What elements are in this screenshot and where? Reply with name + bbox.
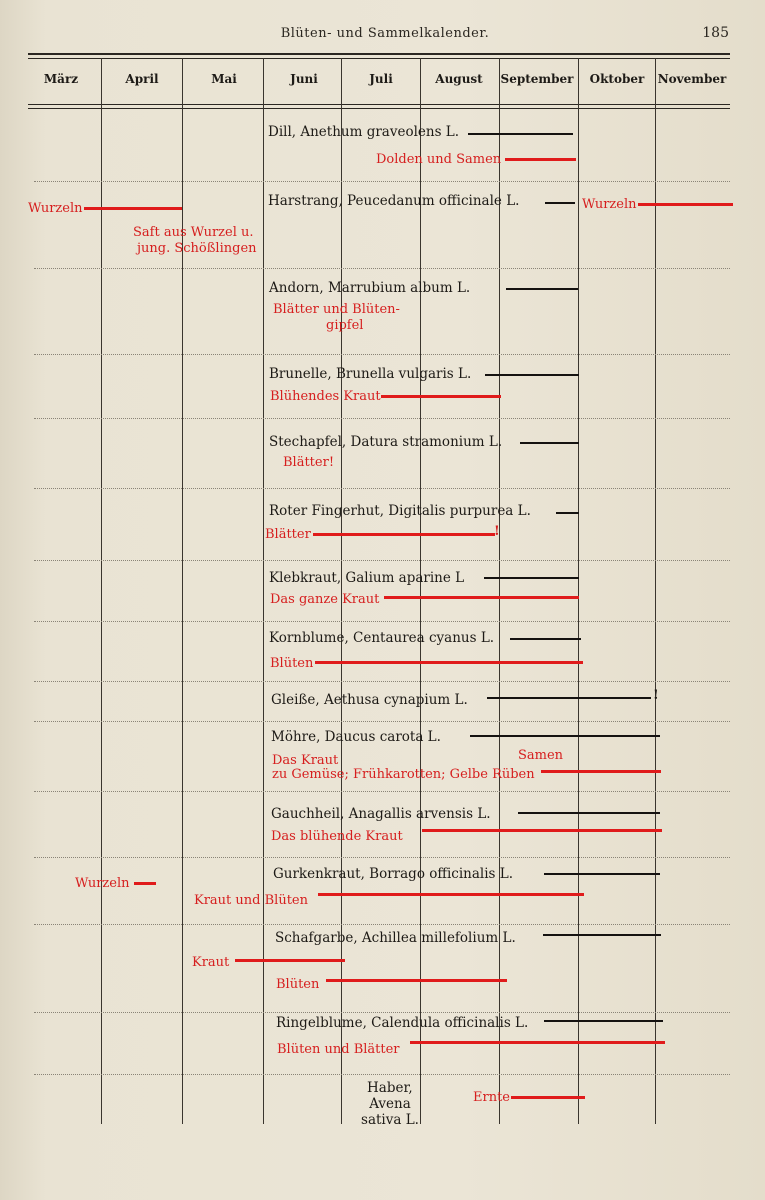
- plant-name-schafgarbe: Schafgarbe, Achillea millefolium L.: [275, 930, 516, 946]
- header-rule-thin: [28, 108, 730, 109]
- harvest-label: Kraut und Blüten: [194, 893, 308, 908]
- harvest-label: Kraut: [192, 955, 230, 970]
- plant-name-stechapfel: Stechapfel, Datura stramonium L.: [269, 434, 503, 450]
- harvest-bar: [318, 893, 584, 896]
- row-separator: [34, 681, 730, 682]
- harvest-bar: [315, 661, 583, 664]
- row-separator: [34, 268, 730, 269]
- month-header-juni: Juni: [290, 72, 318, 86]
- harvest-label: Samen: [518, 748, 564, 763]
- plant-name-gleisse: Gleiße, Aethusa cynapium L.: [271, 692, 468, 708]
- month-header-september: September: [500, 72, 574, 86]
- column-divider: [182, 58, 183, 1124]
- flowering-bar: [518, 812, 660, 814]
- flowering-bar: [543, 934, 661, 936]
- flowering-bar: [470, 735, 660, 737]
- row-separator: [34, 924, 730, 925]
- column-divider: [420, 58, 421, 1124]
- plant-name-kornblume: Kornblume, Centaurea cyanus L.: [269, 630, 495, 646]
- flowering-bar: [556, 512, 579, 514]
- column-divider: [101, 58, 102, 1124]
- plant-name-andorn: Andorn, Marrubium album L.: [269, 280, 471, 296]
- plant-name-gurkenkraut: Gurkenkraut, Borrago officinalis L.: [273, 866, 514, 882]
- warning-mark: !: [653, 688, 659, 703]
- harvest-label: Blüten: [276, 977, 320, 992]
- harvest-label: Ernte: [473, 1090, 510, 1105]
- top-rule-thin: [28, 58, 730, 59]
- month-header-november: November: [657, 72, 727, 86]
- plant-name-haber: Haber,: [367, 1080, 413, 1096]
- row-separator: [34, 1012, 730, 1013]
- harvest-label: jung. Schößlingen: [137, 241, 257, 256]
- flowering-bar: [545, 202, 575, 204]
- harvest-label: Blätter!: [283, 455, 335, 470]
- column-divider: [655, 58, 656, 1124]
- harvest-bar: [410, 1041, 665, 1044]
- flowering-bar: [485, 374, 579, 376]
- row-separator: [34, 1074, 730, 1075]
- harvest-label: Blüten: [270, 656, 314, 671]
- harvest-bar: [505, 158, 576, 161]
- row-separator: [34, 621, 730, 622]
- month-header-maerz: März: [43, 72, 79, 86]
- harvest-bar: [422, 829, 662, 832]
- month-header-oktober: Oktober: [589, 72, 645, 86]
- row-separator: [34, 488, 730, 489]
- flowering-bar: [520, 442, 579, 444]
- harvest-label: Blühendes Kraut: [270, 389, 381, 404]
- column-divider: [341, 58, 342, 1124]
- harvest-label: Dolden und Samen: [376, 152, 502, 167]
- plant-name-harstrang: Harstrang, Peucedanum officinale L.: [268, 193, 520, 209]
- harvest-label: gipfel: [326, 318, 364, 333]
- harvest-bar: [638, 203, 733, 206]
- harvest-bar: [541, 770, 661, 773]
- flowering-bar: [484, 577, 579, 579]
- harvest-label: Das ganze Kraut: [270, 592, 380, 607]
- top-rule: [28, 53, 730, 55]
- harvest-bar: [235, 959, 345, 962]
- harvest-bar: [384, 596, 579, 599]
- flowering-bar: [510, 638, 581, 640]
- plant-name-roter-fingerhut: Roter Fingerhut, Digitalis purpurea L.: [269, 503, 531, 519]
- column-divider: [263, 58, 264, 1124]
- harvest-bar: [313, 533, 495, 536]
- row-separator: [34, 721, 730, 722]
- harvest-bar: [381, 395, 501, 398]
- plant-name-dill: Dill, Anethum graveolens L.: [268, 124, 460, 140]
- harvest-label: Das blühende Kraut: [271, 829, 403, 844]
- flowering-bar: [544, 1020, 663, 1022]
- harvest-bar: [326, 979, 507, 982]
- running-head: Blüten- und Sammelkalender.: [280, 26, 490, 41]
- harvest-label: zu Gemüse; Frühkarotten; Gelbe Rüben: [272, 767, 535, 782]
- warning-mark: !: [494, 524, 500, 539]
- harvest-label: Wurzeln: [28, 201, 83, 216]
- harvest-bar: [134, 882, 156, 885]
- plant-name-moehre: Möhre, Daucus carota L.: [271, 729, 441, 745]
- flowering-bar: [506, 288, 578, 290]
- flowering-bar: [468, 133, 573, 135]
- row-separator: [34, 791, 730, 792]
- page-number: 185: [702, 25, 729, 41]
- harvest-bar: [84, 207, 182, 210]
- row-separator: [34, 418, 730, 419]
- month-header-mai: Mai: [211, 72, 237, 86]
- month-header-august: August: [435, 72, 483, 86]
- row-separator: [34, 857, 730, 858]
- row-separator: [34, 560, 730, 561]
- month-header-april: April: [125, 72, 159, 86]
- month-header-juli: Juli: [369, 72, 393, 86]
- flowering-bar: [487, 697, 651, 699]
- header-rule: [28, 104, 730, 105]
- plant-name-ringelblume: Ringelblume, Calendula officinalis L.: [276, 1015, 529, 1031]
- column-divider: [499, 58, 500, 1124]
- harvest-label: Saft aus Wurzel u.: [133, 225, 254, 240]
- harvest-label: Wurzeln: [75, 876, 130, 891]
- plant-name-brunelle: Brunelle, Brunella vulgaris L.: [269, 366, 472, 382]
- harvest-label: Blätter: [265, 527, 311, 542]
- harvest-label: Wurzeln: [582, 197, 637, 212]
- harvest-label: Blüten und Blätter: [277, 1042, 400, 1057]
- harvest-label: Das Kraut: [272, 753, 339, 768]
- plant-name-gauchheil: Gauchheil, Anagallis arvensis L.: [271, 806, 491, 822]
- flowering-bar: [544, 873, 660, 875]
- harvest-bar: [511, 1096, 585, 1099]
- column-divider: [578, 58, 579, 1124]
- row-separator: [34, 181, 730, 182]
- plant-name-haber-latin: Avena sativa L.: [361, 1096, 419, 1128]
- harvest-label: Blätter und Blüten-: [273, 302, 400, 317]
- plant-name-klebkraut: Klebkraut, Galium aparine L: [269, 570, 465, 586]
- row-separator: [34, 354, 730, 355]
